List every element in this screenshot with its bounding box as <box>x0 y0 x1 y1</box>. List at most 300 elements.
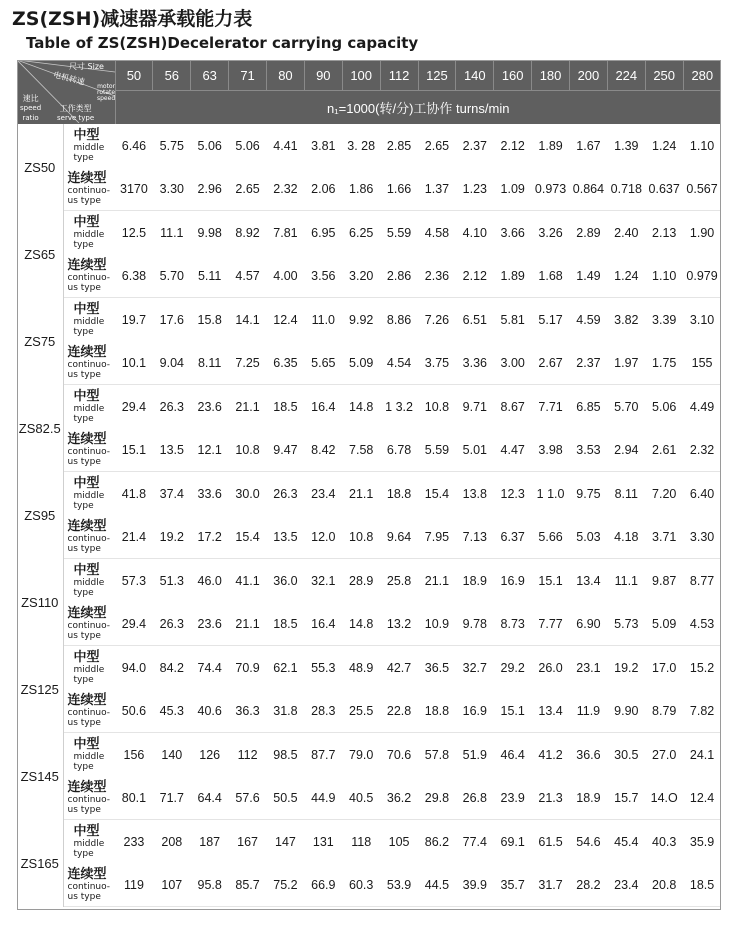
type-label-en: type <box>73 326 94 337</box>
capacity-value-cell: 7.20 <box>652 486 677 501</box>
size-header-cell: 200 <box>570 60 608 91</box>
model-label: ZS125 <box>17 646 63 733</box>
capacity-value-cell: 40.3 <box>652 834 677 849</box>
capacity-value-cell: 41.1 <box>235 573 260 588</box>
type-label-cn: 连续型 <box>67 692 107 708</box>
size-header-cell: 224 <box>607 60 645 91</box>
capacity-value-cell: 0.973 <box>532 167 570 211</box>
type-label-en: continuo- <box>67 533 111 544</box>
capacity-value-cell: 31.8 <box>267 689 305 733</box>
type-label-cn: 连续型 <box>67 344 107 360</box>
capacity-value-cell: 36.2 <box>380 776 418 820</box>
capacity-value-cell: 6.38 <box>115 254 153 298</box>
capacity-value-cell: 4.53 <box>683 602 721 646</box>
capacity-value-cell: 126 <box>199 747 221 762</box>
table-row <box>17 776 721 820</box>
capacity-value-cell: 187 <box>199 834 221 849</box>
capacity-value-cell: 21.1 <box>235 399 260 414</box>
capacity-value-cell: 28.9 <box>349 573 374 588</box>
capacity-value-cell: 26.0 <box>538 660 563 675</box>
capacity-value-cell: 2.37 <box>462 138 487 153</box>
model-label: ZS165 <box>17 820 63 907</box>
capacity-value-cell: 15.1 <box>494 689 532 733</box>
capacity-value-cell: 167 <box>237 834 258 849</box>
type-label-cn: 中型 <box>73 475 100 491</box>
capacity-value-cell: 233 <box>123 834 145 849</box>
continuous-type-label <box>63 602 115 646</box>
capacity-value-cell: 5.09 <box>645 602 683 646</box>
capacity-value-cell: 13.4 <box>576 573 601 588</box>
capacity-value-cell: 2.94 <box>607 428 645 472</box>
capacity-value-cell: 2.13 <box>652 225 677 240</box>
capacity-value-cell: 5.06 <box>197 138 222 153</box>
capacity-value-cell: 9.75 <box>576 486 601 501</box>
capacity-value-cell: 33.6 <box>197 486 222 501</box>
capacity-value-cell: 53.9 <box>380 863 418 907</box>
capacity-value-cell: 6.35 <box>267 341 305 385</box>
capacity-value-cell: 1.23 <box>456 167 494 211</box>
capacity-value-cell: 2.40 <box>614 225 639 240</box>
capacity-value-cell: 1.10 <box>645 254 683 298</box>
middle-type-label <box>63 472 115 516</box>
middle-type-label <box>63 385 115 429</box>
capacity-value-cell: 2.37 <box>570 341 608 385</box>
capacity-value-cell: 77.4 <box>462 834 487 849</box>
continuous-type-label <box>63 515 115 559</box>
capacity-value-cell: 35.7 <box>494 863 532 907</box>
capacity-value-cell: 3. 28 <box>347 138 376 153</box>
capacity-value-cell: 6.46 <box>121 138 147 153</box>
type-label-en: us type <box>67 282 101 293</box>
capacity-value-cell: 155 <box>683 341 721 385</box>
type-label-en: us type <box>67 369 101 380</box>
capacity-value-cell: 66.9 <box>304 863 342 907</box>
capacity-value-cell: 3.30 <box>153 167 191 211</box>
capacity-value-cell: 3.98 <box>532 428 570 472</box>
size-header-cell: 280 <box>683 60 721 91</box>
middle-type-label <box>63 820 115 864</box>
capacity-value-cell: 1.49 <box>570 254 608 298</box>
capacity-value-cell: 7.95 <box>418 515 456 559</box>
page-title-en: Table of ZS(ZSH)Decelerator carrying capacity <box>26 34 419 52</box>
corner-ratio-label: 速比 speed ratio <box>20 94 42 122</box>
size-header-cell: 80 <box>267 60 305 91</box>
capacity-value-cell: 30.0 <box>235 486 260 501</box>
capacity-value-cell: 60.3 <box>342 863 380 907</box>
size-header-cell: 100 <box>342 60 380 91</box>
continuous-type-label <box>63 689 115 733</box>
corner-serve-label: 工作类型 serve type <box>57 104 95 122</box>
type-label-en: continuo- <box>67 272 111 283</box>
capacity-value-cell: 13.5 <box>153 428 191 472</box>
capacity-value-cell: 12.0 <box>304 515 342 559</box>
capacity-value-cell: 4.57 <box>229 254 267 298</box>
capacity-value-cell: 18.5 <box>267 602 305 646</box>
capacity-value-cell: 5.66 <box>532 515 570 559</box>
capacity-value-cell: 36.6 <box>576 747 601 762</box>
type-label-cn: 连续型 <box>67 605 107 621</box>
capacity-value-cell: 8.11 <box>614 486 639 501</box>
capacity-value-cell: 6.25 <box>349 225 374 240</box>
capacity-value-cell: 69.1 <box>500 834 525 849</box>
capacity-value-cell: 29.8 <box>418 776 456 820</box>
model-label: ZS82.5 <box>17 385 63 472</box>
capacity-value-cell: 8.86 <box>386 312 412 327</box>
type-label-en: us type <box>67 456 101 467</box>
type-label-en: us type <box>67 195 101 206</box>
type-label-cn: 连续型 <box>67 170 107 186</box>
capacity-value-cell: 5.75 <box>159 138 184 153</box>
middle-type-label <box>63 298 115 342</box>
capacity-value-cell: 15.2 <box>689 660 715 675</box>
capacity-value-cell: 25.5 <box>342 689 380 733</box>
capacity-value-cell: 18.5 <box>683 863 721 907</box>
capacity-value-cell: 13.2 <box>380 602 418 646</box>
capacity-value-cell: 4.58 <box>424 225 450 240</box>
capacity-value-cell: 11.1 <box>614 573 639 588</box>
capacity-value-cell: 57.3 <box>121 573 147 588</box>
table-row <box>17 298 721 342</box>
capacity-value-cell: 8.73 <box>494 602 532 646</box>
capacity-value-cell: 5.11 <box>191 254 229 298</box>
type-label-en: type <box>73 587 94 598</box>
table-row <box>17 733 721 777</box>
capacity-value-cell: 26.3 <box>159 399 184 414</box>
capacity-value-cell: 21.1 <box>229 602 267 646</box>
capacity-value-cell: 7.13 <box>456 515 494 559</box>
header-corner-cell <box>17 60 115 124</box>
size-header-row <box>17 60 721 91</box>
capacity-value-cell: 3.10 <box>689 312 715 327</box>
capacity-value-cell: 1.10 <box>689 138 715 153</box>
type-label-en: middle <box>73 751 105 762</box>
type-label-en: us type <box>67 804 101 815</box>
capacity-value-cell: 51.9 <box>462 747 487 762</box>
corner-motor-en-label: motor rotate speed <box>97 83 116 102</box>
type-label-cn: 连续型 <box>67 431 107 447</box>
capacity-value-cell: 6.78 <box>380 428 418 472</box>
type-label-cn: 中型 <box>73 736 100 752</box>
table-row <box>17 820 721 864</box>
table-row <box>17 515 721 559</box>
capacity-value-cell: 5.59 <box>418 428 456 472</box>
type-label-en: continuo- <box>67 794 111 805</box>
capacity-value-cell: 70.6 <box>386 747 412 762</box>
capacity-value-cell: 39.9 <box>456 863 494 907</box>
capacity-value-cell: 1.75 <box>645 341 683 385</box>
middle-type-label <box>63 124 115 167</box>
capacity-value-cell: 6.51 <box>462 312 487 327</box>
capacity-value-cell: 9.90 <box>607 689 645 733</box>
capacity-value-cell: 80.1 <box>115 776 153 820</box>
type-label-cn: 中型 <box>73 388 100 404</box>
middle-type-label <box>63 646 115 690</box>
capacity-value-cell: 23.4 <box>607 863 645 907</box>
capacity-value-cell: 8.77 <box>689 573 715 588</box>
capacity-value-cell: 2.96 <box>191 167 229 211</box>
type-label-en: continuo- <box>67 359 111 370</box>
capacity-value-cell: 13.5 <box>267 515 305 559</box>
size-header-cell: 56 <box>153 60 191 91</box>
capacity-value-cell: 44.9 <box>304 776 342 820</box>
capacity-value-cell: 10.1 <box>115 341 153 385</box>
capacity-value-cell: 3170 <box>115 167 153 211</box>
page-title-cn: ZS(ZSH)减速器承载能力表 <box>12 8 253 30</box>
table-row <box>17 646 721 690</box>
type-label-en: continuo- <box>67 620 111 631</box>
capacity-value-cell: 18.8 <box>418 689 456 733</box>
capacity-value-cell: 21.4 <box>115 515 153 559</box>
capacity-value-cell: 17.6 <box>159 312 184 327</box>
capacity-value-cell: 14.8 <box>349 399 374 414</box>
continuous-type-label <box>63 863 115 907</box>
capacity-value-cell: 140 <box>161 747 183 762</box>
capacity-value-cell: 12.3 <box>500 486 525 501</box>
table-row <box>17 167 721 211</box>
type-label-en: us type <box>67 717 101 728</box>
type-label-en: continuo- <box>67 446 111 457</box>
capacity-value-cell: 3.82 <box>614 312 639 327</box>
capacity-value-cell: 147 <box>275 834 296 849</box>
capacity-value-cell: 105 <box>388 834 410 849</box>
capacity-value-cell: 1.24 <box>652 138 677 153</box>
capacity-value-cell: 3.75 <box>418 341 456 385</box>
capacity-value-cell: 8.11 <box>191 341 229 385</box>
capacity-value-cell: 9.98 <box>197 225 222 240</box>
capacity-value-cell: 9.92 <box>349 312 374 327</box>
size-header-cell: 180 <box>532 60 570 91</box>
capacity-value-cell: 9.87 <box>652 573 677 588</box>
capacity-value-cell: 84.2 <box>159 660 184 675</box>
capacity-value-cell: 18.8 <box>386 486 412 501</box>
capacity-value-cell: 11.0 <box>311 312 336 327</box>
type-label-en: middle <box>73 229 105 240</box>
type-label-en: type <box>73 674 94 685</box>
size-header-cell: 50 <box>115 60 153 91</box>
capacity-value-cell: 13.8 <box>462 486 487 501</box>
capacity-value-cell: 36.3 <box>229 689 267 733</box>
capacity-value-cell: 32.1 <box>311 573 336 588</box>
capacity-value-cell: 9.71 <box>462 399 487 414</box>
capacity-value-cell: 50.6 <box>115 689 153 733</box>
model-label: ZS50 <box>17 124 63 211</box>
capacity-value-cell: 7.82 <box>683 689 721 733</box>
capacity-value-cell: 5.06 <box>652 399 677 414</box>
type-label-en: middle <box>73 403 105 414</box>
capacity-value-cell: 6.37 <box>494 515 532 559</box>
middle-type-label <box>63 559 115 603</box>
capacity-value-cell: 23.4 <box>311 486 336 501</box>
table-row <box>17 559 721 603</box>
capacity-value-cell: 30.5 <box>614 747 639 762</box>
capacity-value-cell: 26.3 <box>153 602 191 646</box>
capacity-value-cell: 8.79 <box>645 689 683 733</box>
capacity-value-cell: 16.9 <box>500 573 525 588</box>
capacity-value-cell: 3.26 <box>538 225 563 240</box>
capacity-value-cell: 5.59 <box>386 225 412 240</box>
capacity-value-cell: 4.49 <box>689 399 715 414</box>
capacity-value-cell: 75.2 <box>267 863 305 907</box>
capacity-table <box>17 60 721 907</box>
middle-type-label <box>63 211 115 255</box>
capacity-value-cell: 4.18 <box>607 515 645 559</box>
capacity-value-cell: 8.92 <box>235 225 260 240</box>
capacity-value-cell: 5.81 <box>500 312 525 327</box>
capacity-value-cell: 3.71 <box>645 515 683 559</box>
capacity-value-cell: 37.4 <box>159 486 184 501</box>
capacity-value-cell: 23.9 <box>494 776 532 820</box>
table-row <box>17 254 721 298</box>
capacity-value-cell: 23.6 <box>197 399 222 414</box>
capacity-value-cell: 22.8 <box>380 689 418 733</box>
capacity-value-cell: 15.4 <box>229 515 267 559</box>
capacity-value-cell: 112 <box>237 747 258 762</box>
capacity-value-cell: 2.86 <box>380 254 418 298</box>
capacity-value-cell: 98.5 <box>273 747 298 762</box>
capacity-value-cell: 10.8 <box>229 428 267 472</box>
capacity-value-cell: 41.8 <box>121 486 147 501</box>
capacity-value-cell: 87.7 <box>311 747 336 762</box>
capacity-value-cell: 4.00 <box>267 254 305 298</box>
capacity-value-cell: 45.4 <box>614 834 639 849</box>
capacity-value-cell: 94.0 <box>121 660 147 675</box>
capacity-value-cell: 26.8 <box>456 776 494 820</box>
capacity-value-cell: 3.30 <box>683 515 721 559</box>
continuous-type-label <box>63 776 115 820</box>
type-label-cn: 中型 <box>73 127 100 143</box>
capacity-value-cell: 0.979 <box>683 254 721 298</box>
capacity-value-cell: 21.3 <box>532 776 570 820</box>
capacity-value-cell: 10.8 <box>342 515 380 559</box>
capacity-value-cell: 85.7 <box>229 863 267 907</box>
capacity-value-cell: 2.36 <box>418 254 456 298</box>
corner-motor-label: 电机转速 <box>52 70 86 87</box>
continuous-type-label <box>63 341 115 385</box>
capacity-value-cell: 14.1 <box>235 312 260 327</box>
capacity-value-cell: 48.9 <box>349 660 374 675</box>
type-label-en: continuo- <box>67 707 111 718</box>
capacity-value-cell: 1 1.0 <box>536 486 565 501</box>
type-label-en: type <box>73 500 94 511</box>
capacity-value-cell: 12.1 <box>191 428 229 472</box>
capacity-value-cell: 1 3.2 <box>385 399 413 414</box>
capacity-value-cell: 45.3 <box>153 689 191 733</box>
capacity-value-cell: 1.90 <box>689 225 715 240</box>
capacity-value-cell: 23.6 <box>191 602 229 646</box>
capacity-value-cell: 7.58 <box>342 428 380 472</box>
capacity-value-cell: 21.1 <box>424 573 450 588</box>
type-label-en: us type <box>67 891 101 902</box>
capacity-value-cell: 1.66 <box>380 167 418 211</box>
capacity-value-cell: 12.4 <box>273 312 298 327</box>
capacity-value-cell: 18.9 <box>570 776 608 820</box>
size-header-cell: 63 <box>191 60 229 91</box>
capacity-value-cell: 9.64 <box>380 515 418 559</box>
capacity-value-cell: 1.86 <box>342 167 380 211</box>
type-label-cn: 中型 <box>73 823 100 839</box>
capacity-value-cell: 4.41 <box>273 138 298 153</box>
capacity-value-cell: 44.5 <box>418 863 456 907</box>
table-row <box>17 689 721 733</box>
capacity-value-cell: 2.12 <box>456 254 494 298</box>
size-header-cell: 90 <box>304 60 342 91</box>
capacity-value-cell: 28.2 <box>570 863 608 907</box>
capacity-value-cell: 8.42 <box>304 428 342 472</box>
middle-type-label <box>63 733 115 777</box>
type-label-en: type <box>73 848 94 859</box>
capacity-value-cell: 14.O <box>645 776 683 820</box>
type-label-cn: 中型 <box>73 301 100 317</box>
continuous-type-label <box>63 254 115 298</box>
type-label-cn: 中型 <box>73 562 100 578</box>
type-label-en: middle <box>73 577 105 588</box>
capacity-value-cell: 31.7 <box>532 863 570 907</box>
capacity-value-cell: 2.65 <box>229 167 267 211</box>
capacity-value-cell: 5.17 <box>538 312 563 327</box>
capacity-value-cell: 4.10 <box>462 225 487 240</box>
type-label-en: us type <box>67 630 101 641</box>
type-label-en: type <box>73 413 94 424</box>
type-label-en: continuo- <box>67 185 111 196</box>
capacity-value-cell: 2.32 <box>683 428 721 472</box>
capacity-value-cell: 6.40 <box>689 486 715 501</box>
capacity-value-cell: 17.0 <box>652 660 677 675</box>
capacity-value-cell: 55.3 <box>311 660 336 675</box>
corner-size-label: 尺寸 Size <box>69 62 104 71</box>
type-label-en: middle <box>73 316 105 327</box>
capacity-value-cell: 4.54 <box>380 341 418 385</box>
size-header-cell: 160 <box>494 60 532 91</box>
capacity-value-cell: 51.3 <box>159 573 184 588</box>
table-row <box>17 472 721 516</box>
capacity-value-cell: 64.4 <box>191 776 229 820</box>
capacity-value-cell: 3.36 <box>456 341 494 385</box>
capacity-value-cell: 19.2 <box>614 660 639 675</box>
capacity-value-cell: 29.4 <box>115 602 153 646</box>
continuous-type-label <box>63 428 115 472</box>
capacity-value-cell: 5.01 <box>456 428 494 472</box>
capacity-value-cell: 1.67 <box>576 138 601 153</box>
capacity-value-cell: 118 <box>351 834 372 849</box>
capacity-value-cell: 16.4 <box>304 602 342 646</box>
capacity-value-cell: 3.00 <box>494 341 532 385</box>
capacity-value-cell: 1.24 <box>607 254 645 298</box>
type-label-en: type <box>73 761 94 772</box>
capacity-value-cell: 1.97 <box>607 341 645 385</box>
capacity-value-cell: 42.7 <box>386 660 412 675</box>
capacity-value-cell: 131 <box>312 834 334 849</box>
speed-header-row <box>17 91 721 125</box>
capacity-value-cell: 3.53 <box>570 428 608 472</box>
capacity-value-cell: 57.6 <box>229 776 267 820</box>
capacity-value-cell: 12.4 <box>683 776 721 820</box>
model-label: ZS145 <box>17 733 63 820</box>
capacity-value-cell: 40.5 <box>342 776 380 820</box>
capacity-value-cell: 156 <box>123 747 145 762</box>
capacity-value-cell: 3.20 <box>342 254 380 298</box>
capacity-value-cell: 2.06 <box>304 167 342 211</box>
capacity-value-cell: 41.2 <box>538 747 563 762</box>
capacity-value-cell: 27.0 <box>652 747 677 762</box>
capacity-value-cell: 1.39 <box>614 138 639 153</box>
capacity-value-cell: 35.9 <box>689 834 715 849</box>
size-header-cell: 71 <box>229 60 267 91</box>
size-header-cell: 250 <box>645 60 683 91</box>
type-label-en: middle <box>73 142 105 153</box>
capacity-value-cell: 3.66 <box>500 225 525 240</box>
capacity-value-cell: 28.3 <box>304 689 342 733</box>
type-label-cn: 连续型 <box>67 257 107 273</box>
